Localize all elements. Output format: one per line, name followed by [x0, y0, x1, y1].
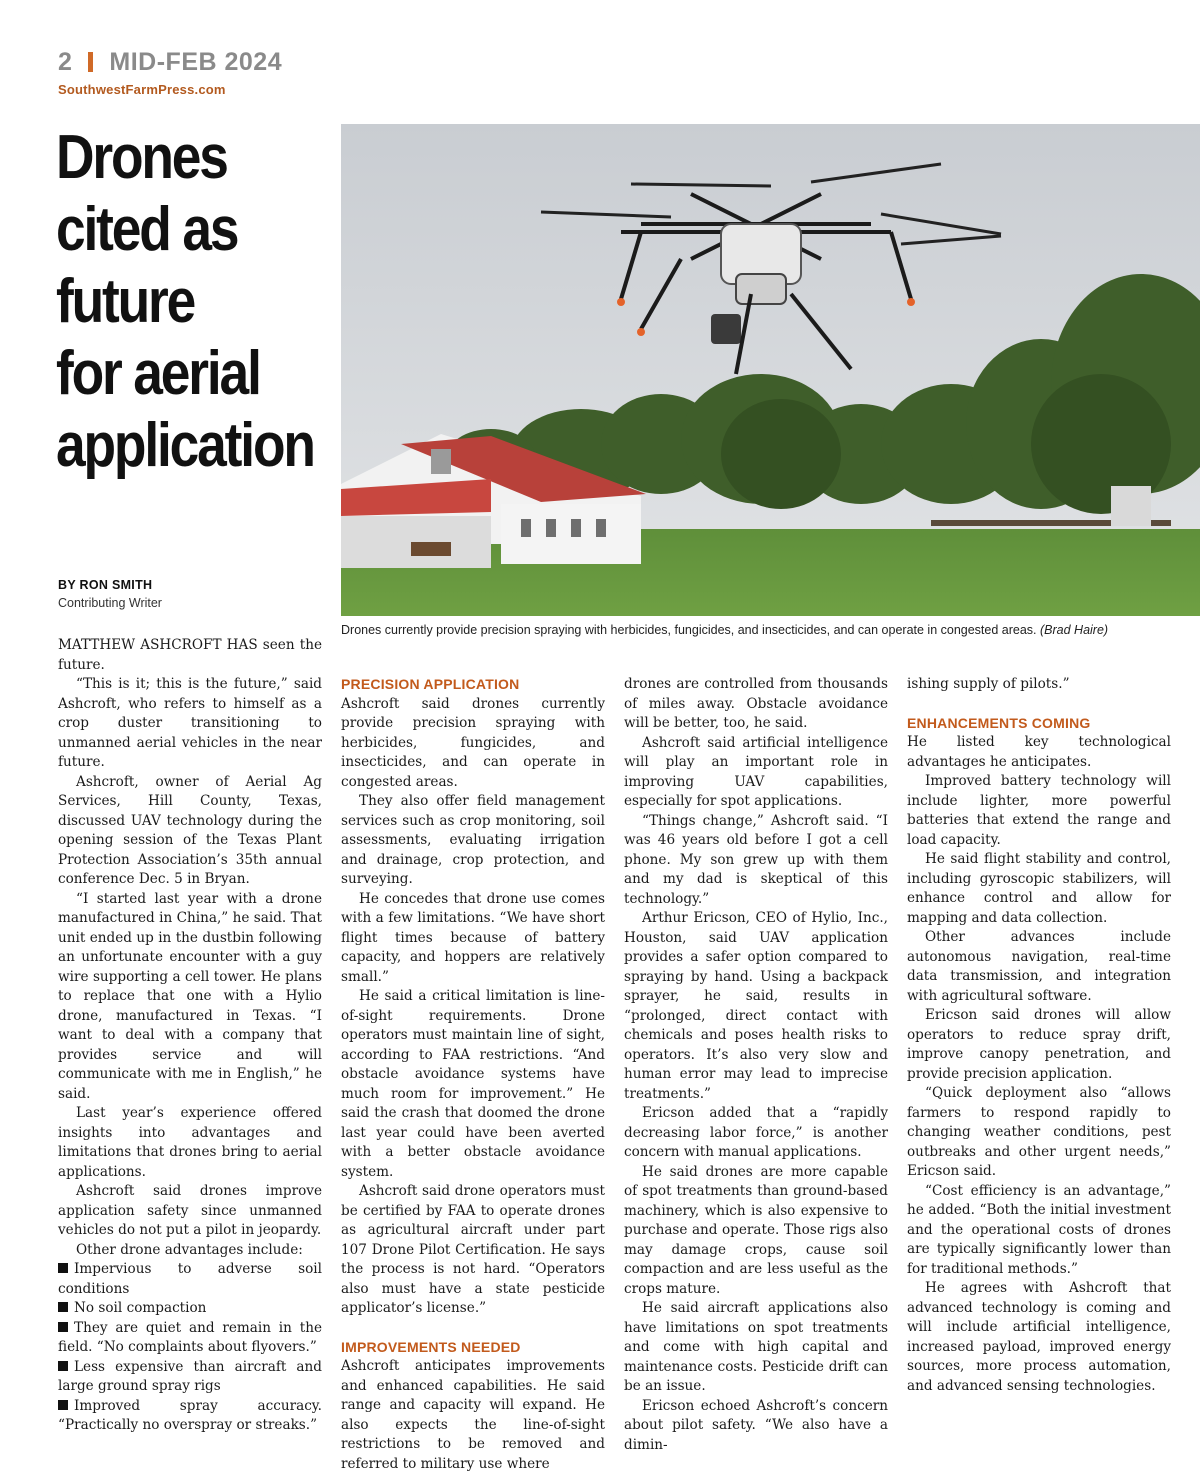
body-paragraph: He said drones are more capable of spot treatments than ground-based machinery, which is also expensive to purchase and operate. Those rigs also may damage crops, cause soil compaction and are less useful as the crops mature. — [624, 1163, 888, 1297]
body-paragraph: Last year’s experience offered insights into advantages and limitations that drones bring to aerial applications. — [58, 1105, 322, 1180]
body-paragraph: “I started last year with a drone manufactured in China,” he said. That unit ended up in the dustbin following an unfortunate encounter with a guy wire supporting a cell tower. He plans to replace that one with a Hylio drone, manufactured in Texas. “I want to deal with a company that provides service and will communicate with me in English,” he said. — [58, 890, 322, 1102]
article-column-4 — [907, 675, 1171, 1396]
headline-line: cited as — [56, 195, 238, 264]
body-paragraph: “Things change,” Ashcroft said. “I was 46 years old before I got a cell phone. My son grew up with them and my dad is skeptical of this technology.” — [624, 812, 888, 907]
body-paragraph: He said aircraft applications also have limitations on spot treatments and come with high capital and maintenance costs. Pesticide drift can be an issue. — [624, 1300, 888, 1394]
body-paragraph: Ashcroft, owner of Aerial Ag Services, Hill County, Texas, discussed UAV technology during the opening session of the Texas Plant Protection Association’s 35th annual conference Dec. 5 in Bryan. — [58, 773, 322, 887]
article-column-1 — [58, 636, 322, 1436]
body-paragraph: Improved battery technology will include lighter, more powerful batteries that extend the range and load capacity. — [907, 773, 1171, 848]
header-divider — [88, 52, 93, 72]
article-photo — [341, 124, 1200, 616]
issue-date: MID-FEB 2024 — [109, 48, 283, 76]
bullet-item: No soil compaction — [58, 1299, 322, 1319]
photo-caption — [341, 623, 1200, 637]
body-paragraph: Other drone advantages include: — [76, 1241, 303, 1258]
body-paragraph: ishing supply of pilots.” — [907, 676, 1070, 692]
body-paragraph: He said a critical limitation is line-of-sight requirements. Drone operators must maintain line of sight, according to FAA restrictions. “And obstacle avoidance systems have much room for improvement.” He said the crash that doomed the drone last year could have been averted with a better obstacle avoidance system. — [341, 988, 605, 1180]
byline — [58, 578, 162, 610]
caption-text: Drones currently provide precision spraying with herbicides, fungicides, and insecticides, and can operate in congested areas. — [341, 623, 1037, 637]
body-paragraph: “This is it; this is the future,” said Ashcroft, who refers to himself as a crop duster transitioning to unmanned aerial vehicles in the near future. — [58, 676, 322, 770]
lead-paragraph: MATTHEW ASHCROFT HAS seen the future. — [58, 637, 322, 673]
headline — [56, 122, 314, 482]
headline-line: application — [56, 411, 314, 480]
bullet-square-icon — [58, 1302, 68, 1312]
bullet-item: Impervious to adverse soil conditions — [58, 1261, 322, 1297]
body-paragraph: “Quick deployment also “allows farmers to respond rapidly to changing weather conditions, pest outbreaks and other urgent needs,” Ericson said. — [907, 1085, 1171, 1179]
body-paragraph: “Cost efficiency is an advantage,” he added. “Both the initial investment and the operational costs of drones are typically significantly lower than for traditional methods.” — [907, 1182, 1171, 1277]
bullet-square-icon — [58, 1322, 68, 1332]
body-paragraph: Ericson added that a “rapidly decreasing labor force,” is another concern with manual applications. — [624, 1105, 888, 1160]
body-paragraph: Arthur Ericson, CEO of Hylio, Inc., Houston, said UAV application provides a safer option compared to spraying by hand. Using a backpack sprayer, he said, results in “prolonged, direct contact with chemicals and poses health risks to operators. It’s also very slow and human error may lead to imprecise treatments.” — [624, 910, 888, 1102]
body-paragraph: Ashcroft said drones improve application safety since unmanned vehicles do not put a pilot in jeopardy. — [58, 1183, 322, 1238]
section-heading: ENHANCEMENTS COMING — [907, 714, 1091, 731]
page-header — [58, 48, 282, 77]
article-column-3 — [624, 675, 888, 1455]
section-heading: IMPROVEMENTS NEEDED — [341, 1338, 521, 1355]
body-paragraph: Ashcroft anticipates improvements and enhanced capabilities. He said range and capacity will expand. He also expects the line-of-sight restrictions to be removed and referred to military use where — [341, 1358, 605, 1472]
body-paragraph: Ashcroft said artificial intelligence will play an important role in improving UAV capabilities, especially for spot applications. — [624, 734, 888, 809]
body-paragraph: Other advances include autonomous navigation, real-time data transmission, and integration with agricultural software. — [907, 929, 1171, 1004]
bullet-square-icon — [58, 1361, 68, 1371]
body-paragraph: They also offer field management services such as crop monitoring, soil assessments, evaluating irrigation and drainage, crop protection, and surveying. — [341, 793, 605, 887]
body-paragraph: He listed key technological advantages he anticipates. — [907, 734, 1171, 770]
bullet-item: Less expensive than aircraft and large ground spray rigs — [58, 1358, 322, 1394]
page-number: 2 — [58, 48, 73, 76]
body-paragraph: He agrees with Ashcroft that advanced technology is coming and will include artificial intelligence, increased payload, improved energy sources, more process automation, and advanced sensing technologies. — [907, 1280, 1171, 1394]
headline-line: for aerial — [56, 339, 260, 408]
article-column-2 — [341, 675, 605, 1474]
photo-credit: (Brad Haire) — [1040, 623, 1109, 637]
body-paragraph: He said flight stability and control, including gyroscopic stabilizers, will enhance control and allow for mapping and data collection. — [907, 851, 1171, 926]
body-paragraph: He concedes that drone use comes with a few limitations. “We have short flight times because of battery capacity, and hoppers are relatively small.” — [341, 890, 605, 985]
body-paragraph: drones are controlled from thousands of miles away. Obstacle avoidance will be better, too, he said. — [624, 676, 888, 731]
author-role: Contributing Writer — [58, 596, 162, 610]
bullet-item: They are quiet and remain in the field. “No complaints about flyovers.” — [58, 1319, 322, 1355]
body-paragraph: Ashcroft said drone operators must be certified by FAA to operate drones as agricultural aircraft under part 107 Drone Pilot Certification. He says the process is not hard. “Operators also must have a state pesticide applicator’s license.” — [341, 1183, 605, 1316]
bullet-square-icon — [58, 1263, 68, 1273]
author-name: BY RON SMITH — [58, 578, 153, 592]
headline-line: Drones — [56, 123, 227, 192]
section-heading: PRECISION APPLICATION — [341, 676, 520, 692]
site-name: SouthwestFarmPress.com — [58, 82, 226, 97]
body-paragraph: Ericson said drones will allow operators to reduce spray drift, improve canopy penetration, and provide precision application. — [907, 1007, 1171, 1082]
body-paragraph: Ashcroft said drones currently provide precision spraying with herbicides, fungicides, and insecticides, and can operate in congested areas. — [341, 695, 605, 790]
bullet-item: Improved spray accuracy. “Practically no overspray or streaks.” — [58, 1397, 322, 1433]
body-paragraph: Ericson echoed Ashcroft’s concern about pilot safety. “We also have a dimin- — [624, 1397, 888, 1453]
headline-line: future — [56, 267, 195, 336]
